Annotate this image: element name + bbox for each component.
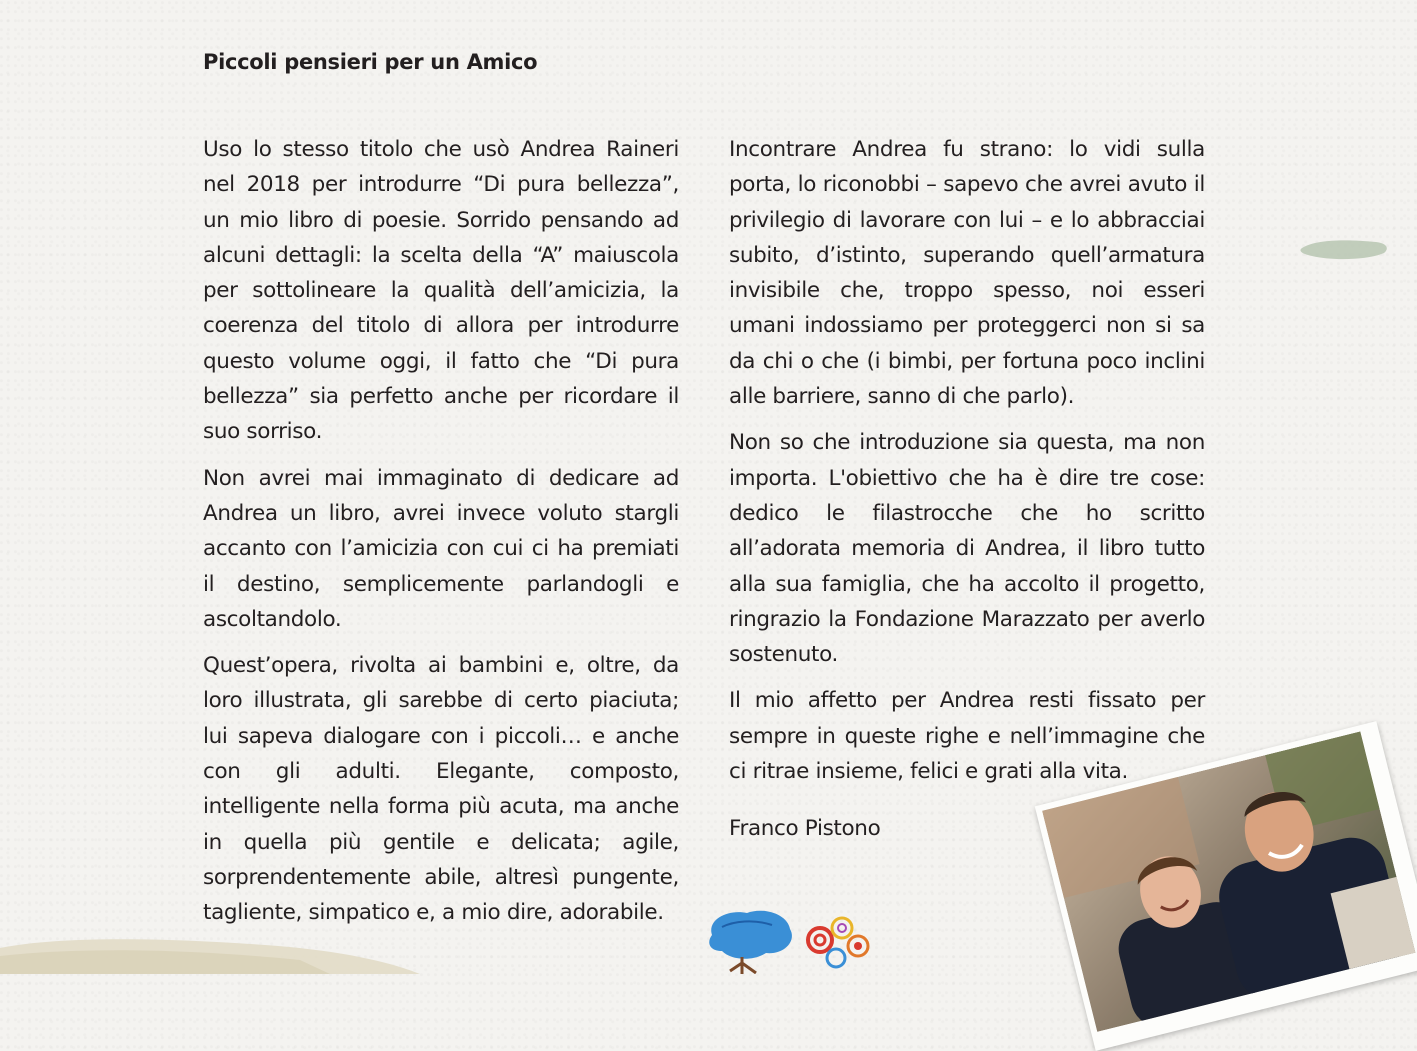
paragraph: Uso lo stesso titolo che usò Andrea Raineri nel 2018 per introdurre “Di pura bellezza”, un mio libro di poesie. Sorrido pensando ad alcuni dettagli: la scelta della “A” maiuscola per sottolineare la qualità dell’amicizia, la coerenza del titolo di allora per introdurre questo volume oggi, il fatto che “Di pura bellezza” sia perfetto anche per ricordare il suo sorriso. [203,137,679,445]
spirals-illustration [800,912,875,974]
paragraph: Non avrei mai immaginato di dedicare ad Andrea un libro, avrei invece voluto stargli accanto con l’amicizia con cui ci ha premiati il destino, semplicemente parlandogli e ascoltandolo. [203,465,679,632]
paragraph: Quest’opera, rivolta ai bambini e, oltre, da loro illustrata, gli sarebbe di certo piaciuta; lui sapeva dialogare con i piccoli… e anche con gli adulti. Elegante, composto, intelligente nella forma più acuta, ma anche in quella più gentile e delicata; agile, sorprendentemente abile, altresì pungente, tagliente, simpatico e, a mio dire, adorabile. [203,653,679,926]
paragraph: Il mio affetto per Andrea resti fissato per sempre in queste righe e nell’immagine che ci ritrae insieme, felici e grati alla vita. [729,688,1205,785]
paragraph: Non so che introduzione sia questa, ma non importa. L'obiettivo che ha è dire tre cose: dedico le filastrocche che ho scritto all’adorata memoria di Andrea, il libro tutto alla sua famiglia, che ha accolto il progetto, ringrazio la Fondazione Marazzato per averlo sostenuto. [729,430,1205,668]
green-watercolor-stroke [1298,234,1393,264]
tree-illustration [702,905,797,974]
signature: Franco Pistono [729,816,881,842]
page-title: Piccoli pensieri per un Amico [203,50,538,74]
paragraph: Incontrare Andrea fu strano: lo vidi sulla porta, lo riconobbi – sapevo che avrei avuto il privilegio di lavorare con lui – e lo abbracciai subito, d’istinto, superando quell’armatura invisibile che, troppo spesso, noi esseri umani indossiamo per proteggerci non si sa da chi o che (i bimbi, per fortuna poco inclini alle barriere, sanno di che parlo). [729,137,1205,410]
right-column [729,132,1205,858]
left-column [203,132,679,942]
ground-watercolor-stroke [0,930,420,974]
